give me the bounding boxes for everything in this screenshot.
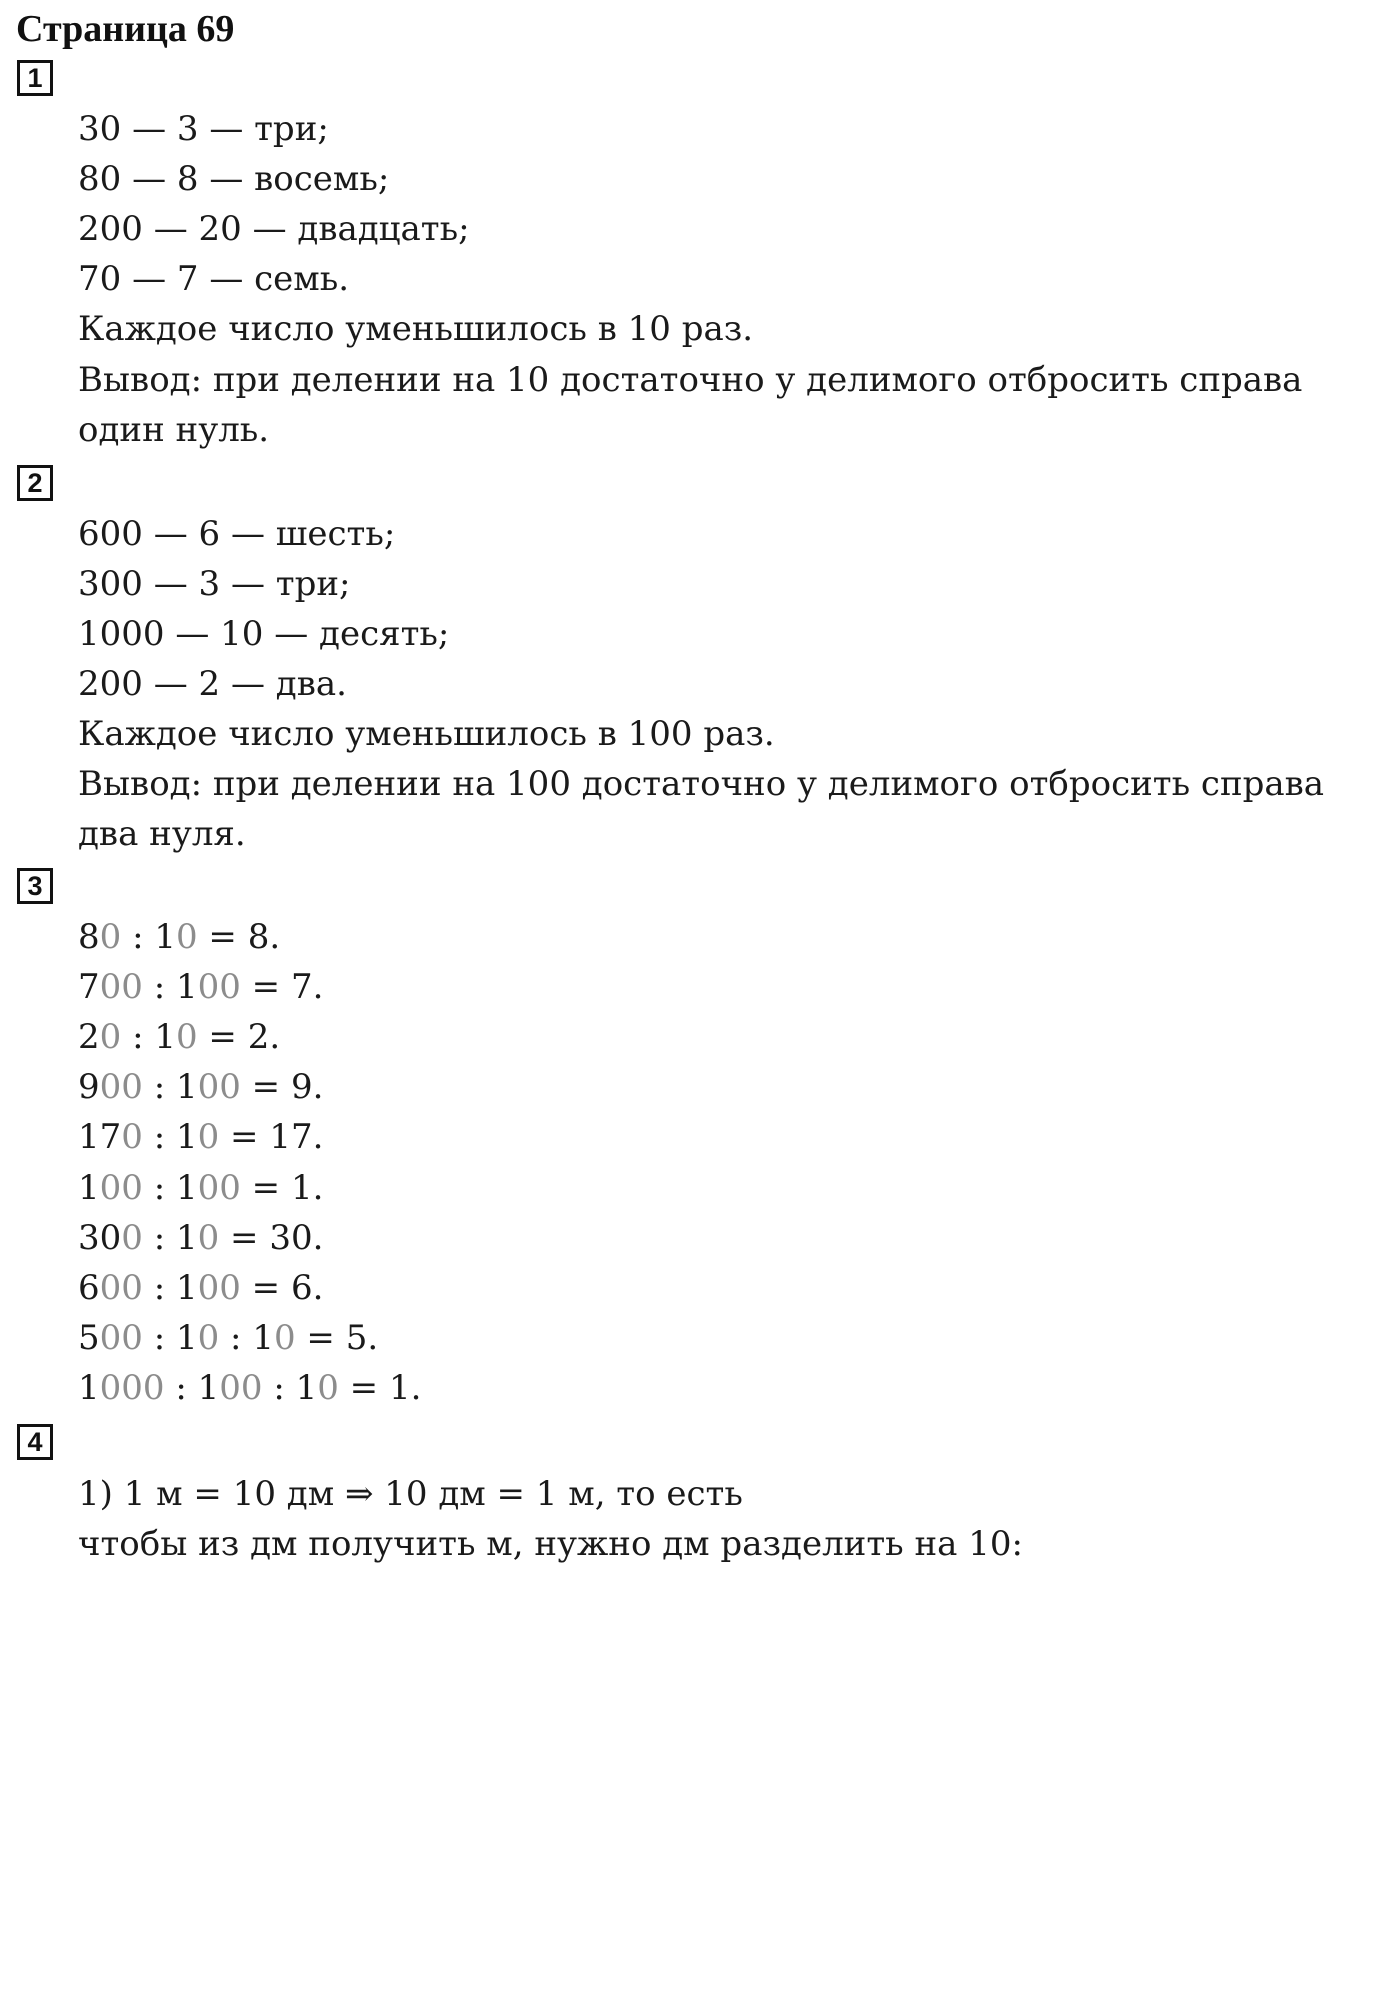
equation-text: = 9. [240, 1067, 324, 1107]
equation-text: = 1. [338, 1368, 422, 1408]
dropped-zeros: 0 [121, 1117, 143, 1157]
task-number-4: 4 [17, 1424, 53, 1460]
task2-line: 200 — 2 — два. [78, 664, 347, 704]
equation-text: 17 [78, 1117, 122, 1157]
dropped-zeros: 00 [99, 1168, 143, 1208]
equation-text: 1 [78, 1368, 100, 1408]
dropped-zeros: 0 [197, 1318, 220, 1358]
division-equation [78, 1115, 323, 1159]
division-equation [78, 965, 323, 1009]
dropped-zeros: 00 [197, 1067, 241, 1107]
equation-text: = 8. [197, 917, 281, 957]
task1-line: 70 — 7 — семь. [78, 259, 350, 299]
task1-conclusion: Каждое число уменьшилось в 10 раз. [78, 309, 754, 349]
equation-text: 6 [78, 1268, 100, 1308]
dropped-zeros: 0 [175, 917, 198, 957]
equation-text: = 17. [219, 1117, 324, 1157]
dropped-zeros: 00 [197, 1268, 241, 1308]
dropped-zeros: 00 [197, 967, 241, 1007]
dropped-zeros: 000 [99, 1368, 165, 1408]
division-equation [78, 1316, 378, 1360]
task4-line: чтобы из дм получить м, нужно дм разделить на 10: [78, 1524, 1023, 1564]
division-equation [78, 1216, 323, 1260]
equation-text: : 1 [142, 1218, 198, 1258]
dropped-zeros: 00 [219, 1368, 263, 1408]
page-title: Страница 69 [16, 8, 235, 50]
equation-text: 7 [78, 967, 100, 1007]
dropped-zeros: 0 [99, 1017, 122, 1057]
equation-text: : 1 [142, 1067, 198, 1107]
equation-text: = 1. [240, 1168, 324, 1208]
dropped-zeros: 00 [99, 1318, 143, 1358]
task2-line: 300 — 3 — три; [78, 564, 351, 604]
equation-text: : 1 [142, 1117, 198, 1157]
equation-text: : 1 [142, 967, 198, 1007]
dropped-zeros: 00 [99, 967, 143, 1007]
equation-text: = 30. [219, 1218, 324, 1258]
task2-line: 1000 — 10 — десять; [78, 614, 450, 654]
task2-conclusion: два нуля. [78, 814, 246, 854]
equation-text: : 1 [142, 1268, 198, 1308]
dropped-zeros: 00 [197, 1168, 241, 1208]
dropped-zeros: 0 [121, 1218, 143, 1258]
task2-conclusion: Каждое число уменьшилось в 100 раз. [78, 714, 775, 754]
equation-text: 8 [78, 917, 100, 957]
equation-text: = 6. [240, 1268, 324, 1308]
task2-conclusion: Вывод: при делении на 100 достаточно у делимого отбросить справа [78, 764, 1325, 804]
dropped-zeros: 0 [317, 1368, 339, 1408]
task-number-2: 2 [17, 465, 53, 501]
dropped-zeros: 0 [99, 917, 122, 957]
equation-text: 2 [78, 1017, 100, 1057]
equation-text: = 5. [295, 1318, 379, 1358]
equation-text: : 1 [142, 1318, 198, 1358]
dropped-zeros: 00 [99, 1268, 143, 1308]
division-equation [78, 1366, 421, 1410]
equation-text: = 2. [197, 1017, 281, 1057]
equation-text: 30 [78, 1218, 122, 1258]
equation-text: : 1 [121, 1017, 176, 1057]
task1-conclusion: Вывод: при делении на 10 достаточно у делимого отбросить справа [78, 360, 1303, 400]
task1-conclusion: один нуль. [78, 410, 270, 450]
equation-text: 1 [78, 1168, 100, 1208]
equation-text: : 1 [262, 1368, 318, 1408]
division-equation [78, 915, 280, 959]
equation-text: 5 [78, 1318, 100, 1358]
equation-text: : 1 [142, 1168, 198, 1208]
equation-text: 9 [78, 1067, 100, 1107]
equation-text: : 1 [164, 1368, 220, 1408]
dropped-zeros: 0 [273, 1318, 296, 1358]
task-number-3: 3 [17, 868, 53, 904]
task4-line: 1) 1 м = 10 дм ⇒ 10 дм = 1 м, то есть [78, 1474, 743, 1514]
equation-text: : 1 [121, 917, 176, 957]
division-equation [78, 1266, 323, 1310]
task2-line: 600 — 6 — шесть; [78, 514, 396, 554]
division-equation [78, 1166, 323, 1210]
task1-line: 200 — 20 — двадцать; [78, 209, 470, 249]
task1-line: 80 — 8 — восемь; [78, 159, 390, 199]
division-equation [78, 1015, 280, 1059]
dropped-zeros: 0 [175, 1017, 198, 1057]
task-number-1: 1 [17, 60, 53, 96]
equation-text: = 7. [240, 967, 324, 1007]
dropped-zeros: 0 [197, 1117, 220, 1157]
dropped-zeros: 00 [99, 1067, 143, 1107]
equation-text: : 1 [219, 1318, 274, 1358]
division-equation [78, 1065, 323, 1109]
task1-line: 30 — 3 — три; [78, 109, 329, 149]
dropped-zeros: 0 [197, 1218, 220, 1258]
